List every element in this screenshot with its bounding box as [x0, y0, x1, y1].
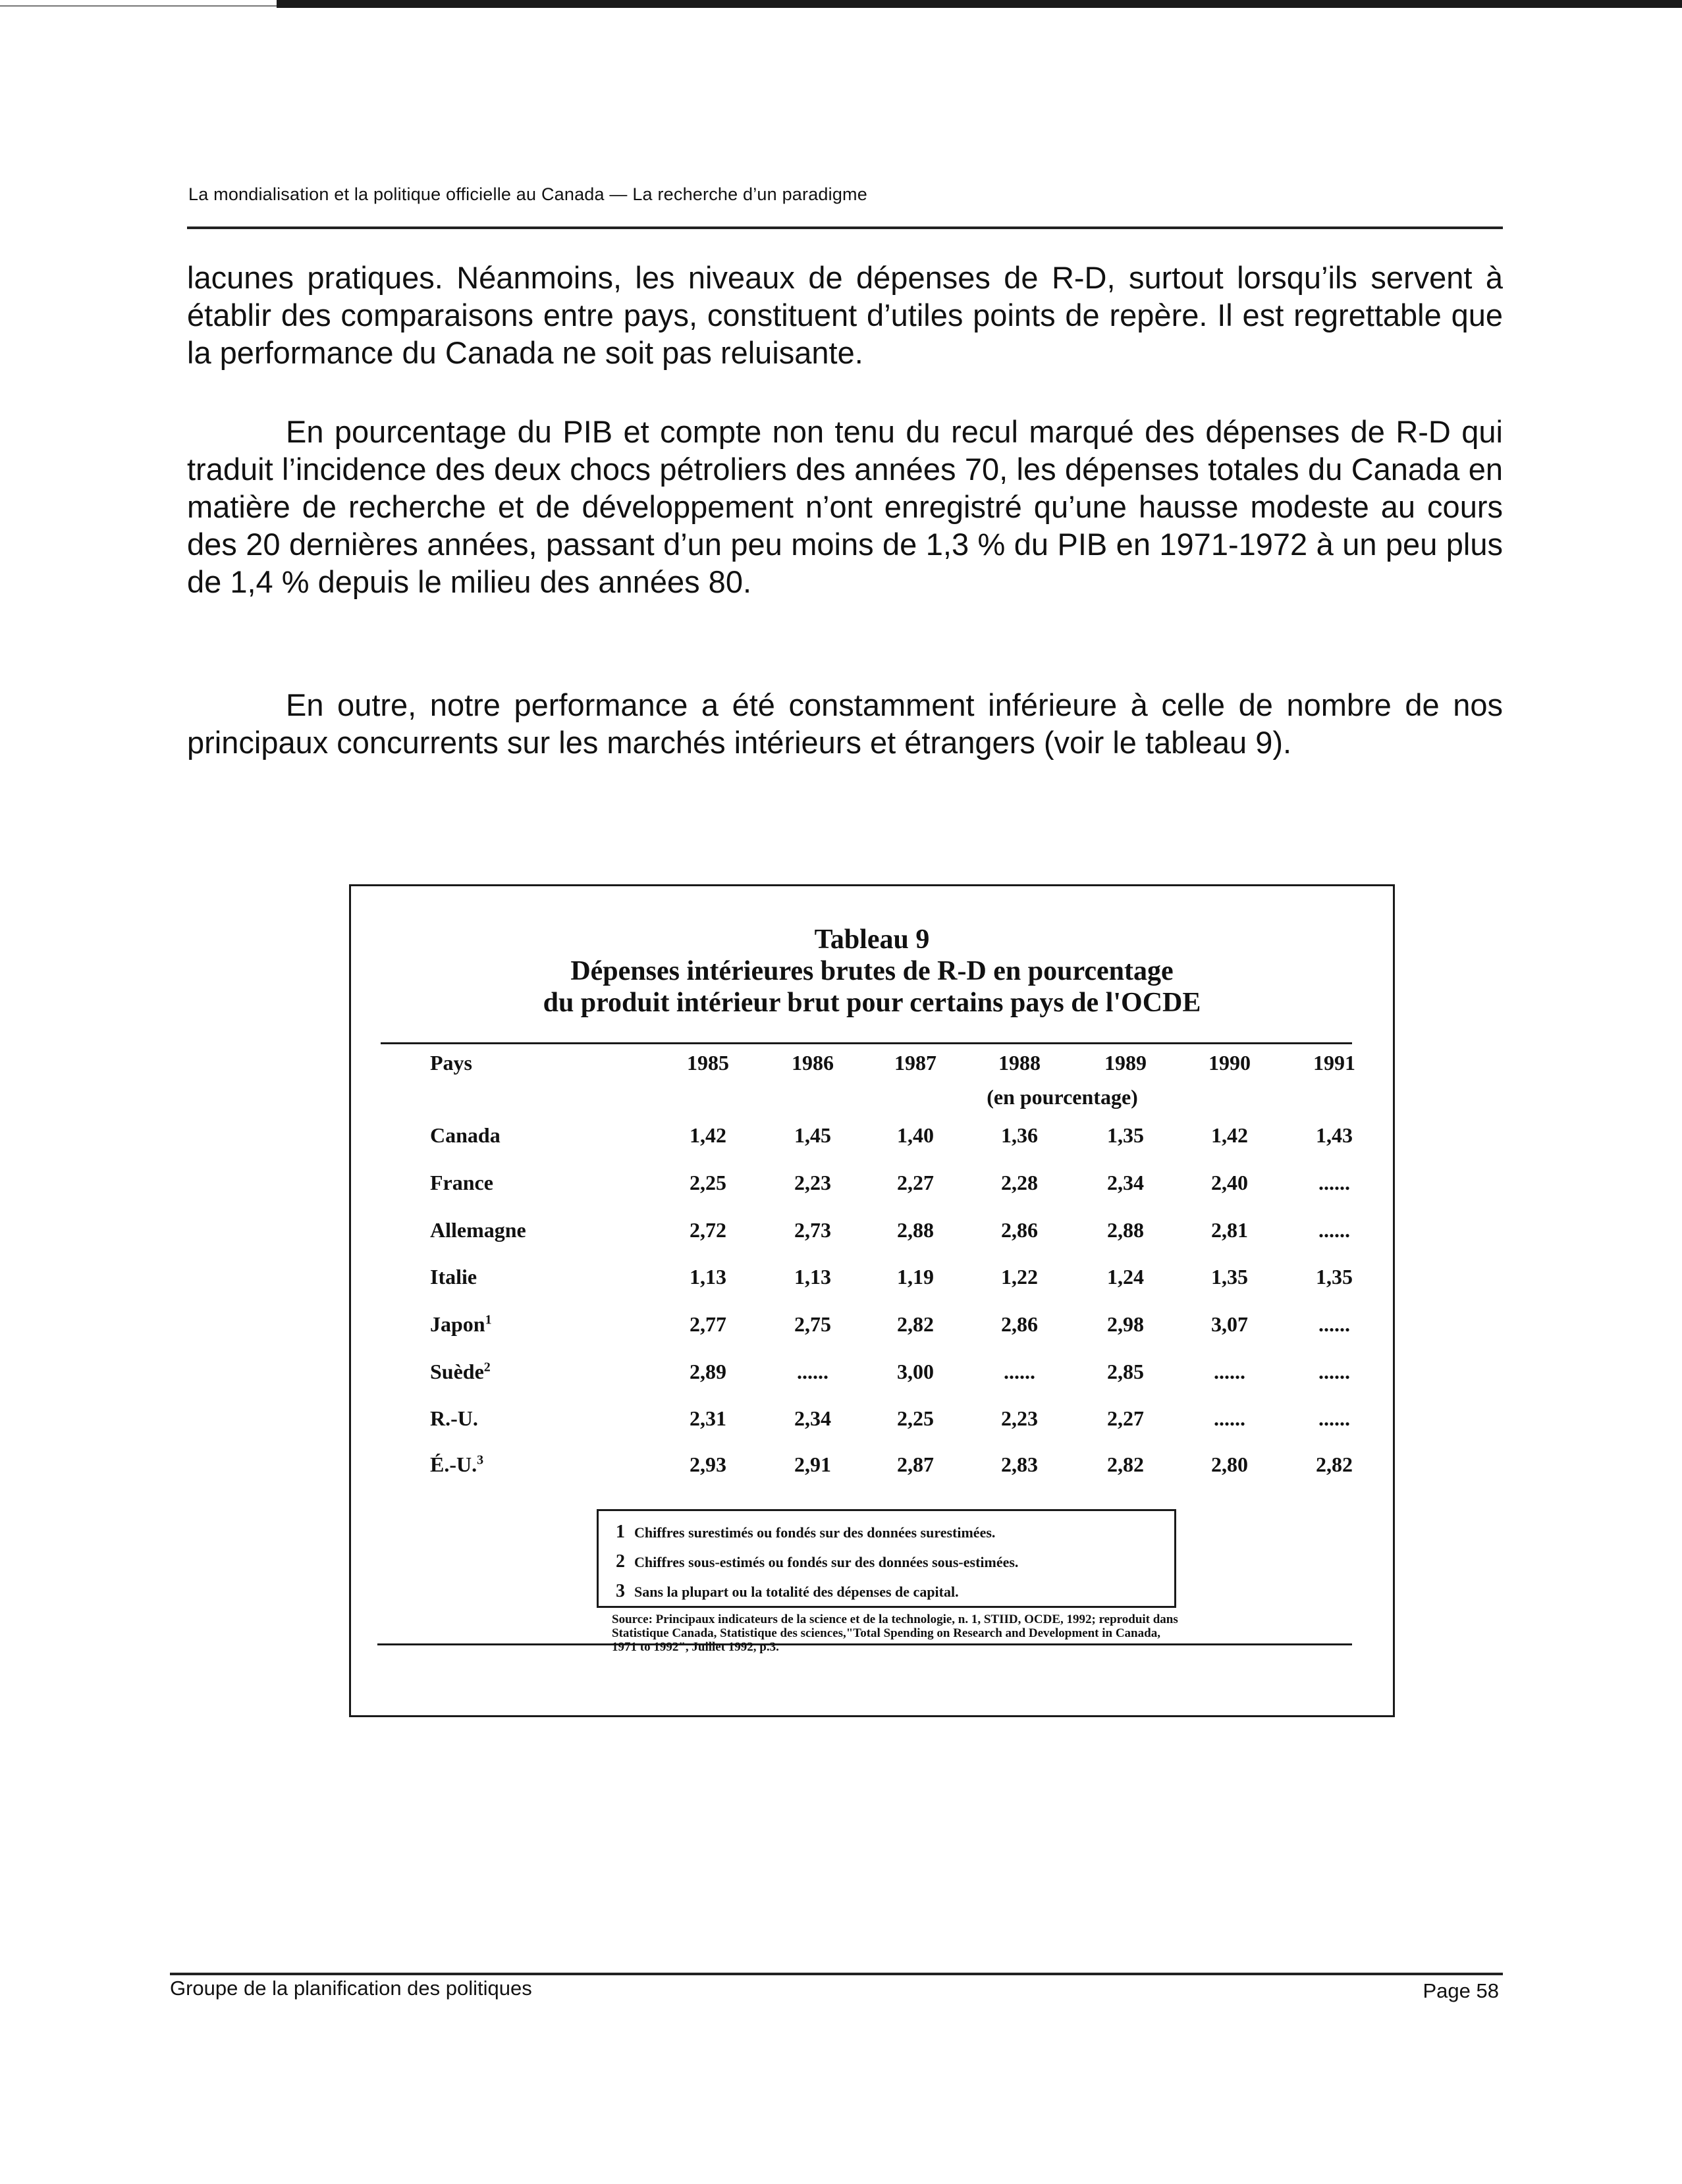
- table-cell: 1,19: [897, 1265, 934, 1289]
- scan-edge-thin-line: [0, 5, 283, 7]
- country-name: France: [430, 1171, 493, 1194]
- country-name: Suède: [430, 1360, 484, 1383]
- country-name: Allemagne: [430, 1218, 526, 1242]
- table-cell: ......: [1318, 1360, 1350, 1383]
- table-cell: 2,91: [794, 1452, 831, 1476]
- table-cell: 2,23: [794, 1171, 831, 1194]
- table-cell: ......: [1214, 1406, 1245, 1430]
- table-cell: 1,24: [1107, 1265, 1144, 1289]
- table-cell: ......: [1318, 1312, 1350, 1336]
- table-cell: 2,28: [1001, 1171, 1038, 1194]
- table-cell: ......: [797, 1360, 828, 1383]
- table-cell: 2,83: [1001, 1452, 1038, 1476]
- footnote-number: 1: [616, 1522, 625, 1542]
- table-cell: 2,82: [1316, 1452, 1353, 1476]
- country-name: É.-U.: [430, 1452, 477, 1476]
- footnote-number: 3: [616, 1581, 625, 1601]
- country-name: R.-U.: [430, 1406, 478, 1430]
- row-country: [430, 1452, 628, 1477]
- column-header-year: 1990: [1208, 1051, 1251, 1075]
- table-cell: 2,31: [690, 1406, 726, 1430]
- footnote-marker: 1: [485, 1312, 492, 1327]
- table-cell: 2,88: [897, 1218, 934, 1242]
- table-cell: 1,13: [690, 1265, 726, 1289]
- table-cell: 2,89: [690, 1360, 726, 1383]
- table-row: [351, 1171, 1393, 1210]
- table-cell: 2,87: [897, 1452, 934, 1476]
- table-cell: 1,35: [1211, 1265, 1248, 1289]
- column-header-year: 1988: [998, 1051, 1041, 1075]
- row-country: [430, 1360, 628, 1384]
- row-country: [430, 1123, 628, 1148]
- paragraph-2: En pourcentage du PIB et compte non tenu du recul marqué des dépenses de R-D qui traduit l’incidence des deux chocs pétroliers des années 70, les dépenses totales du Canada en matière de recherche et de développement n’ont enregistré qu’une hausse modeste au cours des 20 dernières années, passant d’un peu moins de 1,3 % du PIB en 1971-1972 à un peu plus de 1,4 % depuis le milieu des années 80.: [187, 414, 1503, 599]
- table-cell: 2,86: [1001, 1312, 1038, 1336]
- footnote-marker: 3: [477, 1452, 484, 1468]
- table-cell: 1,43: [1316, 1123, 1353, 1147]
- table-cell: 2,82: [897, 1312, 934, 1336]
- table-cell: 2,93: [690, 1452, 726, 1476]
- table-cell: 1,40: [897, 1123, 934, 1147]
- table-cell: 1,42: [1211, 1123, 1248, 1147]
- table-cell: 1,36: [1001, 1123, 1038, 1147]
- footnote-text: Chiffres sous-estimés ou fondés sur des données sous-estimées.: [634, 1554, 1019, 1570]
- table-cell: 2,27: [1107, 1406, 1144, 1430]
- table-source: Source: Principaux indicateurs de la science et de la technologie, n. 1, STIID, OCDE, 1992; reproduit dans Statistique Canada, Statistique des sciences,"Total Spending on Research and Development in Canada, 1971 to 1992", Juillet 1992, p.3.: [612, 1612, 1178, 1654]
- table-row: [351, 1360, 1393, 1399]
- table-cell: 2,77: [690, 1312, 726, 1336]
- running-head: La mondialisation et la politique officielle au Canada — La recherche d’un paradigme: [188, 184, 867, 204]
- scan-edge-thick-line: [277, 0, 1682, 8]
- table-row: [351, 1312, 1393, 1352]
- column-header-year: 1987: [894, 1051, 936, 1075]
- scan-top-edge: [0, 0, 1682, 11]
- footnotes-box: [597, 1509, 1176, 1608]
- table-subtitle-line-2: du produit intérieur brut pour certains pays de l'OCDE: [543, 988, 1201, 1018]
- header-rule: [187, 226, 1503, 229]
- footnote-text: Chiffres surestimés ou fondés sur des données surestimées.: [634, 1524, 996, 1541]
- footnote: [616, 1577, 1174, 1607]
- table-row: [351, 1406, 1393, 1446]
- column-header-year: 1985: [687, 1051, 729, 1075]
- table-cell: 1,35: [1107, 1123, 1144, 1147]
- country-name: Canada: [430, 1123, 501, 1147]
- table-cell: 1,35: [1316, 1265, 1353, 1289]
- paragraph-3: En outre, notre performance a été constamment inférieure à celle de nombre de nos principaux concurrents sur les marchés intérieurs et étrangers (voir le tableau 9).: [187, 687, 1503, 760]
- country-name: Italie: [430, 1265, 477, 1289]
- table-cell: 3,07: [1211, 1312, 1248, 1336]
- table-cell: 2,98: [1107, 1312, 1144, 1336]
- table-cell: 2,23: [1001, 1406, 1038, 1430]
- table-row: [351, 1452, 1393, 1492]
- row-country: [430, 1171, 628, 1195]
- table-cell: 2,82: [1107, 1452, 1144, 1476]
- table-top-rule: [381, 1042, 1352, 1044]
- table-cell: 2,40: [1211, 1171, 1248, 1194]
- table-cell: 2,72: [690, 1218, 726, 1242]
- footer-rule: [170, 1973, 1503, 1975]
- column-header-pays: Pays: [430, 1051, 472, 1075]
- table-cell: ......: [1318, 1218, 1350, 1242]
- table-cell: 2,81: [1211, 1218, 1248, 1242]
- footnote: [616, 1518, 1174, 1547]
- column-header-year: 1989: [1104, 1051, 1147, 1075]
- table-cell: ......: [1318, 1406, 1350, 1430]
- table-row: [351, 1265, 1393, 1304]
- table-cell: 2,73: [794, 1218, 831, 1242]
- table-cell: 2,34: [794, 1406, 831, 1430]
- unit-label: (en pourcentage): [987, 1085, 1138, 1109]
- row-country: [430, 1312, 628, 1337]
- table-cell: ......: [1318, 1171, 1350, 1194]
- footnote-number: 2: [616, 1551, 625, 1572]
- footnote-marker: 2: [483, 1360, 491, 1375]
- row-country: [430, 1406, 628, 1431]
- table-cell: 2,75: [794, 1312, 831, 1336]
- table-row: [351, 1218, 1393, 1258]
- footnote: [616, 1547, 1174, 1577]
- table-9: [349, 884, 1395, 1717]
- country-name: Japon: [430, 1312, 485, 1336]
- table-title: Tableau 9: [814, 924, 930, 955]
- row-country: [430, 1218, 628, 1242]
- table-cell: 2,25: [690, 1171, 726, 1194]
- table-cell: 1,13: [794, 1265, 831, 1289]
- table-cell: 2,88: [1107, 1218, 1144, 1242]
- table-subtitle-line-1: Dépenses intérieures brutes de R-D en pourcentage: [570, 956, 1174, 986]
- footnote-text: Sans la plupart ou la totalité des dépenses de capital.: [634, 1584, 959, 1600]
- table-row: [351, 1123, 1393, 1163]
- column-header-year: 1986: [792, 1051, 834, 1075]
- row-country: [430, 1265, 628, 1289]
- table-cell: 2,85: [1107, 1360, 1144, 1383]
- table-cell: 1,42: [690, 1123, 726, 1147]
- page-number: Page 58: [1423, 1979, 1499, 2002]
- table-cell: 1,22: [1001, 1265, 1038, 1289]
- table-cell: ......: [1004, 1360, 1035, 1383]
- table-cell: 2,25: [897, 1406, 934, 1430]
- table-cell: 1,45: [794, 1123, 831, 1147]
- table-cell: 2,34: [1107, 1171, 1144, 1194]
- table-cell: 2,86: [1001, 1218, 1038, 1242]
- table-cell: 2,27: [897, 1171, 934, 1194]
- table-cell: ......: [1214, 1360, 1245, 1383]
- column-header-year: 1991: [1313, 1051, 1355, 1075]
- paragraph-1: lacunes pratiques. Néanmoins, les niveaux de dépenses de R-D, surtout lorsqu’ils servent à établir des comparaisons entre pays, constituent d’utiles points de repère. Il est regrettable que la performance du Canada ne soit pas reluisante.: [187, 260, 1503, 370]
- table-cell: 2,80: [1211, 1452, 1248, 1476]
- table-cell: 3,00: [897, 1360, 934, 1383]
- footer-organization: Groupe de la planification des politiques: [170, 1977, 532, 2000]
